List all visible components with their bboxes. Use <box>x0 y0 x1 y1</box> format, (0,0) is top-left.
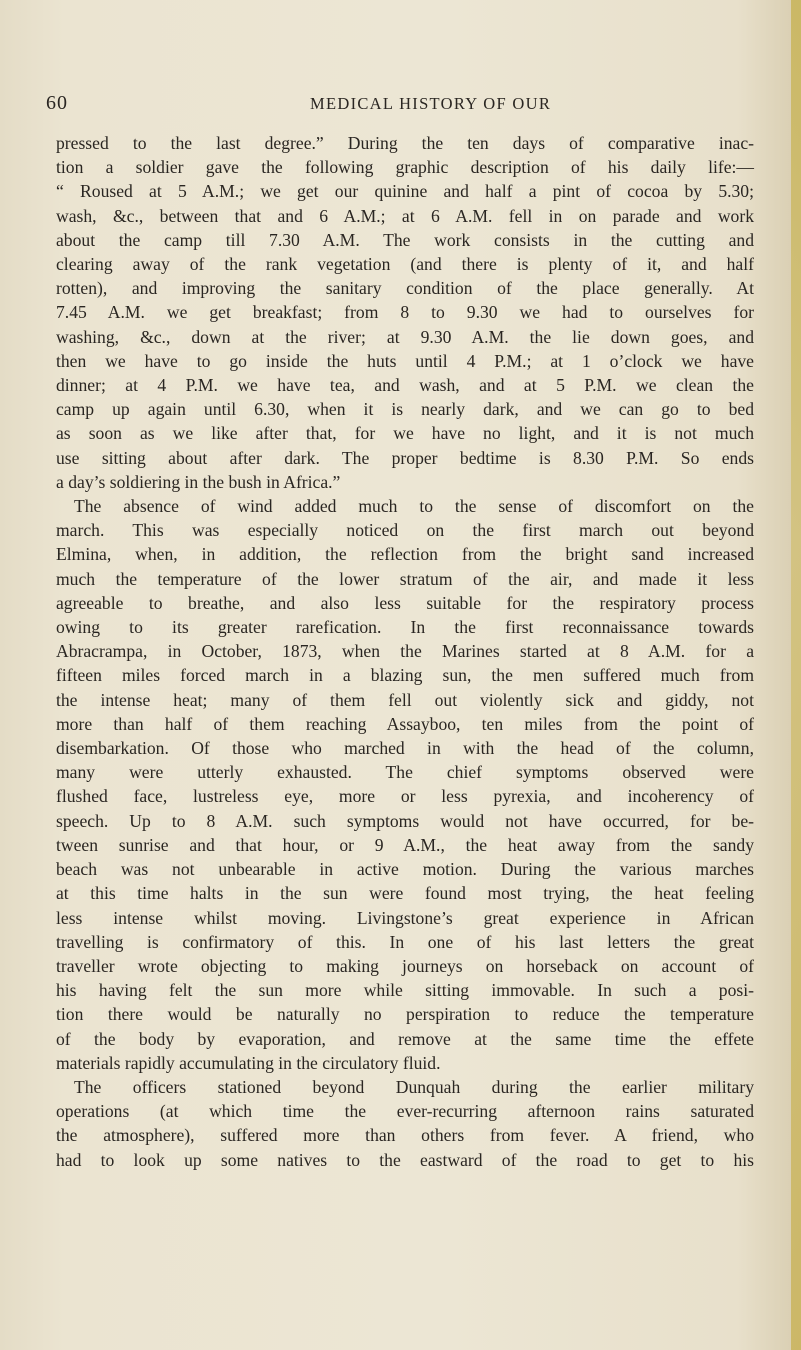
text-line: fifteen miles forced march in a blazing sun, the men suffered much from <box>56 665 754 686</box>
text-line: a day’s soldiering in the bush in Africa.” <box>56 471 341 492</box>
text-line: rotten), and improving the sanitary condition of the place generally. At <box>56 278 754 299</box>
text-line: about the camp till 7.30 A.M. The work consists in the cutting and <box>56 229 754 250</box>
text-line: operations (at which time the ever-recurring afternoon rains saturated <box>56 1101 754 1122</box>
text-line: tion a soldier gave the following graphic description of his daily life:— <box>56 157 754 178</box>
text-line: dinner; at 4 P.M. we have tea, and wash, and at 5 P.M. we clean the <box>56 375 754 396</box>
text-line: clearing away of the rank vegetation (and there is plenty of it, and half <box>56 254 754 275</box>
text-line: pressed to the last degree.” During the ten days of comparative inac- <box>56 133 754 153</box>
text-line: Abracrampa, in October, 1873, when the Marines started at 8 A.M. for a <box>56 641 754 662</box>
text-line: march. This was especially noticed on the first march out beyond <box>56 520 754 541</box>
text-line: his having felt the sun more while sitting immovable. In such a posi- <box>56 980 754 1001</box>
text-line: traveller wrote objecting to making journeys on horseback on account of <box>56 955 754 976</box>
page-edge <box>791 0 801 1350</box>
running-head: MEDICAL HISTORY OF OUR <box>310 94 552 113</box>
text-line: then we have to go inside the huts until 4 P.M.; at 1 o’clock we have <box>56 350 754 371</box>
text-line: flushed face, lustreless eye, more or less pyrexia, and incoherency of <box>56 786 754 807</box>
text-line: disembarkation. Of those who marched in with the head of the column, <box>56 738 754 759</box>
text-line: 7.45 A.M. we get breakfast; from 8 to 9.30 we had to ourselves for <box>56 302 754 323</box>
text-line: at this time halts in the sun were found most trying, the heat feeling <box>56 883 754 904</box>
text-line: of the body by evaporation, and remove at the same time the effete <box>56 1028 754 1049</box>
text-line: agreeable to breathe, and also less suitable for the respiratory process <box>56 592 754 613</box>
text-line: more than half of them reaching Assayboo, ten miles from the point of <box>56 713 754 734</box>
text-line: washing, &c., down at the river; at 9.30 A.M. the lie down goes, and <box>56 326 754 347</box>
text-line: tween sunrise and that hour, or 9 A.M., the heat away from the sandy <box>56 834 754 855</box>
paragraph <box>56 1075 754 1172</box>
text-line: less intense whilst moving. Livingstone’s great experience in African <box>56 907 754 928</box>
text-line: “ Roused at 5 A.M.; we get our quinine and half a pint of cocoa by 5.30; <box>56 181 754 202</box>
text-line: beach was not unbearable in active motion. During the various marches <box>56 859 754 880</box>
text-line: The officers stationed beyond Dunquah during the earlier military <box>74 1076 754 1097</box>
text-line: as soon as we like after that, for we have no light, and it is not much <box>56 423 754 444</box>
text-line: materials rapidly accumulating in the circulatory fluid. <box>56 1052 441 1073</box>
text-line: the atmosphere), suffered more than others from fever. A friend, who <box>56 1125 754 1146</box>
text-line: many were utterly exhausted. The chief symptoms observed were <box>56 762 754 783</box>
text-line: wash, &c., between that and 6 A.M.; at 6 A.M. fell in on parade and work <box>56 205 754 226</box>
text-line: travelling is confirmatory of this. In one of his last letters the great <box>56 931 754 952</box>
body-text <box>56 131 754 1172</box>
text-line: had to look up some natives to the eastward of the road to get to his <box>56 1149 754 1170</box>
text-line: tion there would be naturally no perspiration to reduce the temperature <box>56 1004 754 1025</box>
text-line: much the temperature of the lower stratum of the air, and made it less <box>56 568 754 589</box>
text-line: Elmina, when, in addition, the reflection from the bright sand increased <box>56 544 754 565</box>
page-number: 60 <box>46 92 68 114</box>
text-line: owing to its greater rarefication. In the first reconnaissance towards <box>56 617 754 638</box>
text-line: the intense heat; many of them fell out violently sick and giddy, not <box>56 689 754 710</box>
paragraph <box>56 131 754 494</box>
text-line: camp up again until 6.30, when it is nearly dark, and we can go to bed <box>56 399 754 420</box>
text-line: use sitting about after dark. The proper bedtime is 8.30 P.M. So ends <box>56 447 754 468</box>
paragraph <box>56 494 754 1075</box>
text-line: The absence of wind added much to the sense of discomfort on the <box>74 496 754 517</box>
text-line: speech. Up to 8 A.M. such symptoms would not have occurred, for be- <box>56 810 754 831</box>
